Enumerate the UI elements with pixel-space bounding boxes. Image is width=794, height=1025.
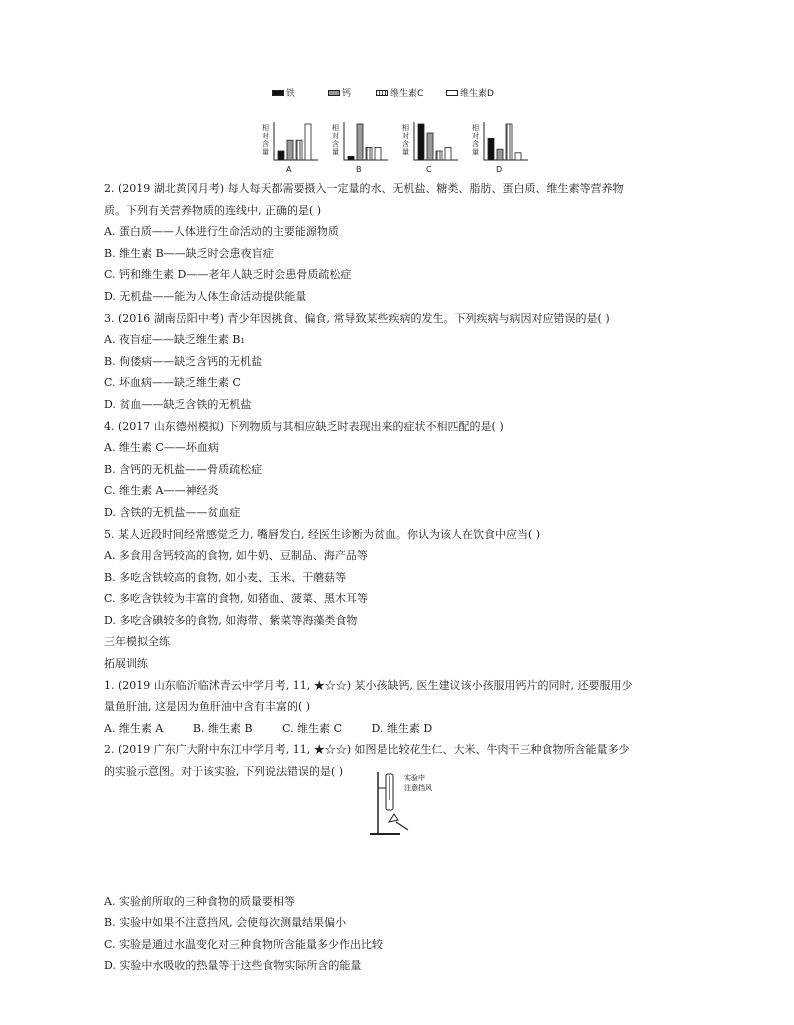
mini-chart-c — [402, 118, 462, 174]
text-line: A. 蛋白质——人体进行生命活动的主要能源物质 — [104, 225, 339, 239]
options-row — [104, 718, 704, 740]
y-axis-label: 相对含量 — [402, 124, 409, 156]
legend-swatch-vitamin-d — [446, 90, 458, 96]
mini-chart-svg — [332, 118, 392, 164]
text-line: 2. (2019 广东广大附中东江中学月考, 11, ★☆☆) 如图是比较花生仁、大米、牛肉干三种食物所含能量多少 — [104, 743, 630, 757]
legend-item-vitamin-d — [446, 86, 494, 99]
text-line: C. 维生素 A——神经炎 — [104, 484, 219, 498]
legend-label: 维生素C — [390, 89, 424, 99]
mini-chart-a — [262, 118, 322, 174]
figure-label-1: 实验中 — [404, 774, 425, 782]
text-line: A. 多食用含钙较高的食物, 如牛奶、豆制品、海产品等 — [104, 549, 368, 563]
figure-label-2: 注意挡风 — [404, 784, 432, 792]
y-axis-label: 相对含量 — [262, 124, 269, 156]
legend-swatch-vitamin-c — [376, 90, 388, 96]
apparatus-drawing — [360, 770, 440, 840]
chart-label: A — [286, 165, 292, 174]
mini-chart-svg — [402, 118, 462, 164]
text-line: D. 含铁的无机盐——贫血症 — [104, 505, 241, 519]
text-line: D. 多吃含碘较多的食物, 如海带、紫菜等海藻类食物 — [104, 613, 358, 627]
bar-vitamin-c — [506, 124, 512, 160]
text-line: B. 实验中如果不注意挡风, 会使每次测量结果偏小 — [104, 916, 347, 930]
bar-vitamin-d — [305, 124, 311, 160]
mini-chart-svg — [472, 118, 532, 164]
text-line: C. 坏血病——缺乏维生素 C — [104, 376, 241, 390]
legend-label: 维生素D — [460, 89, 494, 99]
legend-label: 钙 — [342, 89, 352, 99]
chart-label: D — [496, 165, 503, 174]
text-line: A. 维生素 C——坏血病 — [104, 441, 219, 455]
text-line: 质。下列有关营养物质的连线中, 正确的是( ) — [104, 203, 322, 217]
bar-calcium — [287, 140, 293, 160]
chart-label: B — [356, 165, 362, 174]
option-c: C. 维生素 C — [282, 721, 342, 735]
chart-legend — [272, 86, 532, 100]
burning-food — [389, 814, 398, 822]
text-line: 的实验示意图。对于该实验, 下列说法错误的是( ) — [104, 765, 344, 779]
question-text — [104, 178, 704, 977]
bar-calcium — [497, 149, 503, 160]
option-d: D. 维生素 D — [371, 721, 433, 735]
text-line: D. 实验中水吸收的热量等于这些食物实际所含的能量 — [104, 959, 362, 973]
bar-iron — [488, 138, 494, 160]
text-line: C. 多吃含铁较为丰富的食物, 如猪血、菠菜、黑木耳等 — [104, 592, 369, 606]
legend-swatch-iron — [272, 90, 284, 96]
mini-chart-b — [332, 118, 392, 174]
text-line: B. 多吃含铁较高的食物, 如小麦、玉米、干蘑菇等 — [104, 570, 347, 584]
text-line: A. 夜盲症——缺乏维生素 B₁ — [104, 333, 245, 347]
bar-vitamin-c — [296, 140, 302, 160]
text-line: A. 实验前所取的三种食物的质量要相等 — [104, 894, 295, 908]
bar-vitamin-d — [515, 153, 521, 160]
bar-iron — [348, 156, 354, 160]
legend-label: 铁 — [286, 89, 296, 99]
bar-calcium — [427, 133, 433, 160]
option-a: A. 维生素 A — [104, 721, 164, 735]
y-axis-label: 相对含量 — [472, 124, 479, 156]
text-line: C. 钙和维生素 D——老年人缺乏时会患骨质疏松症 — [104, 268, 352, 282]
option-b: B. 维生素 B — [192, 721, 253, 735]
text-line: B. 维生素 B——缺乏时会患夜盲症 — [104, 246, 274, 260]
text-line: C. 实验是通过水温变化对三种食物所含能量多少作出比较 — [104, 937, 384, 951]
legend-item-iron — [272, 86, 295, 99]
bar-vitamin-d — [375, 147, 381, 160]
legend-item-vitamin-c — [376, 86, 423, 99]
text-line: 2. (2019 湖北黄冈月考) 每人每天都需要摄入一定量的水、无机盐、糖类、脂肪、蛋白质、维生素等营养物 — [104, 182, 624, 195]
bar-vitamin-c — [436, 151, 442, 160]
text-line: 1. (2019 山东临沂临沭青云中学月考, 11, ★☆☆) 某小孩缺钙, 医生建议该小孩服用钙片的同时, 还要服用少 — [104, 678, 633, 692]
text-line: 量鱼肝油, 这是因为鱼肝油中含有丰富的( ) — [104, 700, 311, 714]
text-line: B. 佝偻病——缺乏含钙的无机盐 — [104, 354, 263, 368]
bar-calcium — [357, 124, 363, 160]
y-axis-label: 相对含量 — [332, 124, 339, 156]
text-line: 3. (2016 湖南岳阳中考) 青少年因挑食、偏食, 常导致某些疾病的发生。下列疾病与病因对应错误的是( ) — [104, 311, 610, 325]
section-heading: 三年模拟全练 — [104, 635, 170, 649]
text-line: 5. 某人近段时间经常感觉乏力, 嘴唇发白, 经医生诊断为贫血。你认为该人在饮食中应当( ) — [104, 527, 541, 541]
legend-swatch-calcium — [328, 90, 340, 96]
legend-item-calcium — [328, 86, 351, 99]
text-line: 4. (2017 山东德州模拟) 下列物质与其相应缺乏时表现出来的症状不相匹配的是( ) — [104, 419, 504, 433]
bar-iron — [418, 124, 424, 160]
needle-holder — [396, 822, 408, 830]
section-subheading: 拓展训练 — [104, 657, 148, 671]
apparatus-figure — [360, 770, 440, 840]
text-line: B. 含钙的无机盐——骨质疏松症 — [104, 462, 263, 476]
chart-label: C — [426, 165, 432, 174]
bar-iron — [278, 151, 284, 160]
mini-chart-d — [472, 118, 532, 174]
text-line: D. 贫血——缺乏含铁的无机盐 — [104, 397, 252, 411]
text-line: D. 无机盐——能为人体生命活动提供能量 — [104, 289, 307, 303]
bar-vitamin-c — [366, 147, 372, 160]
mini-bar-charts — [262, 118, 542, 174]
mini-chart-svg — [262, 118, 322, 164]
bar-vitamin-d — [445, 147, 451, 160]
